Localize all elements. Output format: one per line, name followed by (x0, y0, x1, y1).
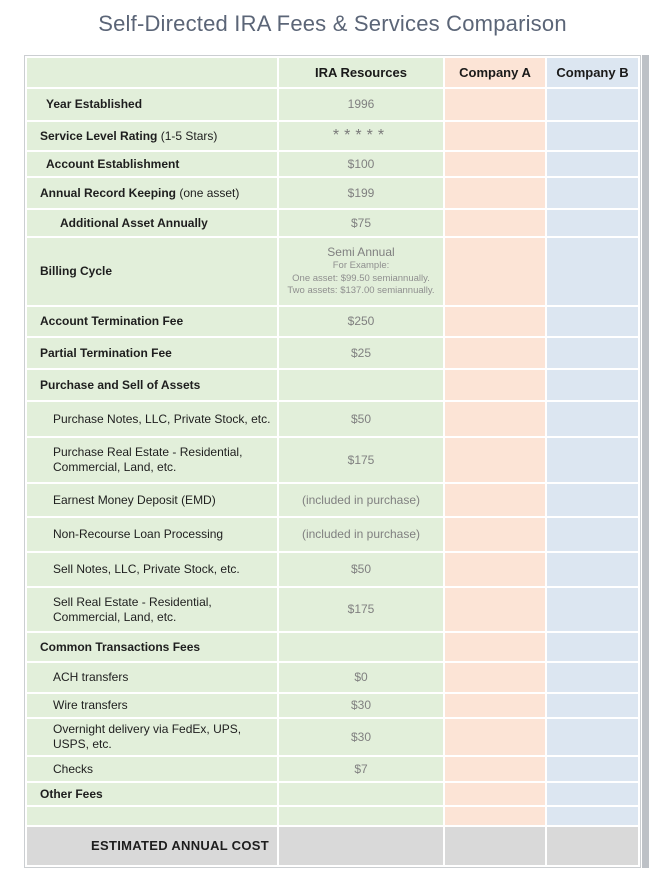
header-cell-company-b: Company B (547, 58, 638, 87)
company-b-value-cell (547, 307, 638, 336)
row-label: Partial Termination Fee (40, 345, 172, 360)
ira-resources-value-cell (279, 827, 443, 865)
row-label-cell (27, 807, 277, 825)
row-label-cell (27, 518, 277, 551)
row-label: Overnight delivery via FedEx, UPS, USPS, etc. (53, 722, 242, 751)
company-a-value-cell (445, 238, 545, 305)
ira-resources-value-cell (279, 210, 443, 236)
table-row (27, 633, 638, 661)
table-row (27, 694, 638, 717)
company-a-value-cell (445, 807, 545, 825)
row-label-note: (one asset) (176, 185, 240, 200)
fee-value: $50 (350, 562, 372, 576)
row-label-cell (27, 694, 277, 717)
table-row (27, 757, 638, 781)
company-a-value-cell (445, 663, 545, 692)
ira-resources-value-cell (279, 783, 443, 805)
table-row (27, 438, 638, 482)
company-a-value-cell (445, 694, 545, 717)
company-b-value-cell (547, 370, 638, 400)
row-label-cell (27, 719, 277, 755)
page-title: Self-Directed IRA Fees & Services Comparison (98, 11, 567, 36)
header-row (27, 58, 638, 87)
ira-resources-value-cell (279, 370, 443, 400)
fee-value-detail: For Example: (332, 260, 390, 272)
company-b-value-cell (547, 783, 638, 805)
fee-value: $30 (350, 729, 372, 744)
company-a-value-cell (445, 402, 545, 436)
row-label: Additional Asset Annually (60, 215, 208, 230)
row-label: Account Establishment (46, 156, 180, 171)
footer-row (27, 827, 638, 865)
ira-resources-value-cell (279, 757, 443, 781)
company-b-value-cell (547, 719, 638, 755)
row-label-cell (27, 370, 277, 400)
row-label: Earnest Money Deposit (EMD) (53, 492, 216, 507)
comparison-table (24, 55, 641, 868)
company-b-value-cell (547, 122, 638, 150)
table-body (27, 89, 638, 865)
fee-value: $199 (347, 185, 375, 200)
company-b-value-cell (547, 633, 638, 661)
table-row (27, 307, 638, 336)
ira-resources-value-cell (279, 338, 443, 368)
row-label-cell (27, 210, 277, 236)
ira-resources-value-cell (279, 633, 443, 661)
row-label-note: (1-5 Stars) (157, 128, 218, 143)
company-b-value-cell (547, 663, 638, 692)
ira-resources-value-cell (279, 484, 443, 516)
fee-value: $175 (347, 602, 375, 616)
ira-resources-value-cell (279, 719, 443, 755)
row-label: Checks (53, 761, 94, 776)
table-row (27, 719, 638, 755)
company-b-value-cell (547, 338, 638, 368)
table-row (27, 238, 638, 305)
row-label-cell (27, 89, 277, 120)
fee-value-detail: One asset: $99.50 semiannually. (292, 272, 430, 284)
header-cell-company-a: Company A (445, 58, 545, 87)
company-b-value-cell (547, 438, 638, 482)
company-a-value-cell (445, 89, 545, 120)
row-label: Sell Real Estate - Residential, Commercial, Land, etc. (53, 594, 212, 624)
ira-resources-value-cell (279, 807, 443, 825)
row-label-cell (27, 152, 277, 176)
fee-value: (included in purchase) (301, 527, 421, 541)
table-row (27, 484, 638, 516)
fee-value: $0 (354, 670, 368, 684)
fee-value: $75 (350, 215, 372, 230)
fee-value: $100 (347, 156, 375, 171)
company-b-value-cell (547, 588, 638, 631)
header-cell-ira-resources: IRA Resources (279, 58, 443, 87)
company-a-value-cell (445, 152, 545, 176)
company-a-value-cell (445, 370, 545, 400)
row-label-cell (27, 238, 277, 305)
company-b-value-cell (547, 757, 638, 781)
company-a-value-cell (445, 783, 545, 805)
company-b-value-cell (547, 807, 638, 825)
company-a-value-cell (445, 484, 545, 516)
fee-value: 1996 (347, 97, 375, 111)
row-label-cell (27, 484, 277, 516)
row-label: Non-Recourse Loan Processing (53, 527, 224, 541)
table-row (27, 783, 638, 805)
row-label-cell (27, 663, 277, 692)
row-label-cell (27, 757, 277, 781)
ira-resources-value-cell (279, 89, 443, 120)
ira-resources-value-cell (279, 402, 443, 436)
row-label-cell (27, 783, 277, 805)
row-label: Billing Cycle (40, 264, 113, 278)
row-label: Purchase and Sell of Assets (40, 377, 201, 392)
ira-resources-value-cell (279, 694, 443, 717)
company-b-value-cell (547, 402, 638, 436)
company-b-value-cell (547, 89, 638, 120)
company-a-value-cell (445, 307, 545, 336)
company-a-value-cell (445, 210, 545, 236)
table-row (27, 338, 638, 368)
row-label-cell (27, 178, 277, 208)
row-label-cell (27, 122, 277, 150)
company-a-value-cell (445, 553, 545, 586)
row-label: Other Fees (40, 786, 103, 801)
ira-resources-value-cell (279, 152, 443, 176)
row-label-cell (27, 827, 277, 865)
company-a-value-cell (445, 122, 545, 150)
row-label-cell (27, 588, 277, 631)
row-label: Purchase Notes, LLC, Private Stock, etc. (53, 411, 271, 426)
ira-resources-value-cell (279, 518, 443, 551)
ira-resources-value-cell (279, 438, 443, 482)
row-label-cell (27, 553, 277, 586)
table-right-edge-bar (642, 55, 649, 868)
ira-resources-value-cell (279, 238, 443, 305)
table-row (27, 152, 638, 176)
company-a-value-cell (445, 338, 545, 368)
company-b-value-cell (547, 210, 638, 236)
company-b-value-cell (547, 694, 638, 717)
ira-resources-value-cell (279, 553, 443, 586)
fee-value: $7 (354, 761, 368, 776)
company-a-value-cell (445, 518, 545, 551)
fee-value: (included in purchase) (301, 492, 421, 507)
company-b-value-cell (547, 178, 638, 208)
company-b-value-cell (547, 827, 638, 865)
company-b-value-cell (547, 238, 638, 305)
ira-resources-value-cell (279, 588, 443, 631)
table-row (27, 807, 638, 825)
company-a-value-cell (445, 757, 545, 781)
row-label: Wire transfers (53, 698, 128, 712)
ira-resources-value-cell (279, 122, 443, 150)
company-b-value-cell (547, 518, 638, 551)
ira-resources-value-cell (279, 178, 443, 208)
row-label: Service Level Rating (40, 128, 158, 143)
company-b-value-cell (547, 484, 638, 516)
company-a-value-cell (445, 438, 545, 482)
comparison-table-container (24, 55, 641, 868)
row-label: Year Established (46, 97, 143, 111)
table-row (27, 663, 638, 692)
table-row (27, 89, 638, 120)
header-cell-empty (27, 58, 277, 87)
fee-value: Semi Annual (327, 245, 395, 260)
table-row (27, 210, 638, 236)
fee-value: $175 (347, 452, 375, 467)
row-label: ESTIMATED ANNUAL COST (91, 837, 269, 853)
row-label: Annual Record Keeping (40, 185, 177, 200)
table-row (27, 122, 638, 150)
row-label-cell (27, 307, 277, 336)
row-label: Sell Notes, LLC, Private Stock, etc. (53, 562, 240, 576)
company-b-value-cell (547, 152, 638, 176)
fee-value: $30 (350, 698, 372, 712)
company-a-value-cell (445, 633, 545, 661)
table-row (27, 518, 638, 551)
star-rating: ***** (332, 126, 390, 144)
fee-value-detail: Two assets: $137.00 semiannually. (287, 285, 435, 297)
ira-resources-value-cell (279, 307, 443, 336)
table-row (27, 178, 638, 208)
row-label: Common Transactions Fees (40, 639, 201, 654)
fee-value: $50 (350, 411, 372, 426)
row-label-cell (27, 402, 277, 436)
row-label-cell (27, 438, 277, 482)
company-a-value-cell (445, 178, 545, 208)
row-label-cell (27, 633, 277, 661)
row-label: ACH transfers (53, 670, 129, 684)
table-row (27, 402, 638, 436)
table-row (27, 553, 638, 586)
row-label-cell (27, 338, 277, 368)
fee-value: $25 (350, 345, 372, 360)
company-a-value-cell (445, 719, 545, 755)
table-header (27, 58, 638, 87)
table-row (27, 370, 638, 400)
company-b-value-cell (547, 553, 638, 586)
company-a-value-cell (445, 827, 545, 865)
company-a-value-cell (445, 588, 545, 631)
row-label: Purchase Real Estate - Residential, Commercial, Land, etc. (53, 445, 243, 474)
fee-value: $250 (347, 314, 375, 328)
row-label: Account Termination Fee (40, 314, 184, 328)
ira-resources-value-cell (279, 663, 443, 692)
table-row (27, 588, 638, 631)
